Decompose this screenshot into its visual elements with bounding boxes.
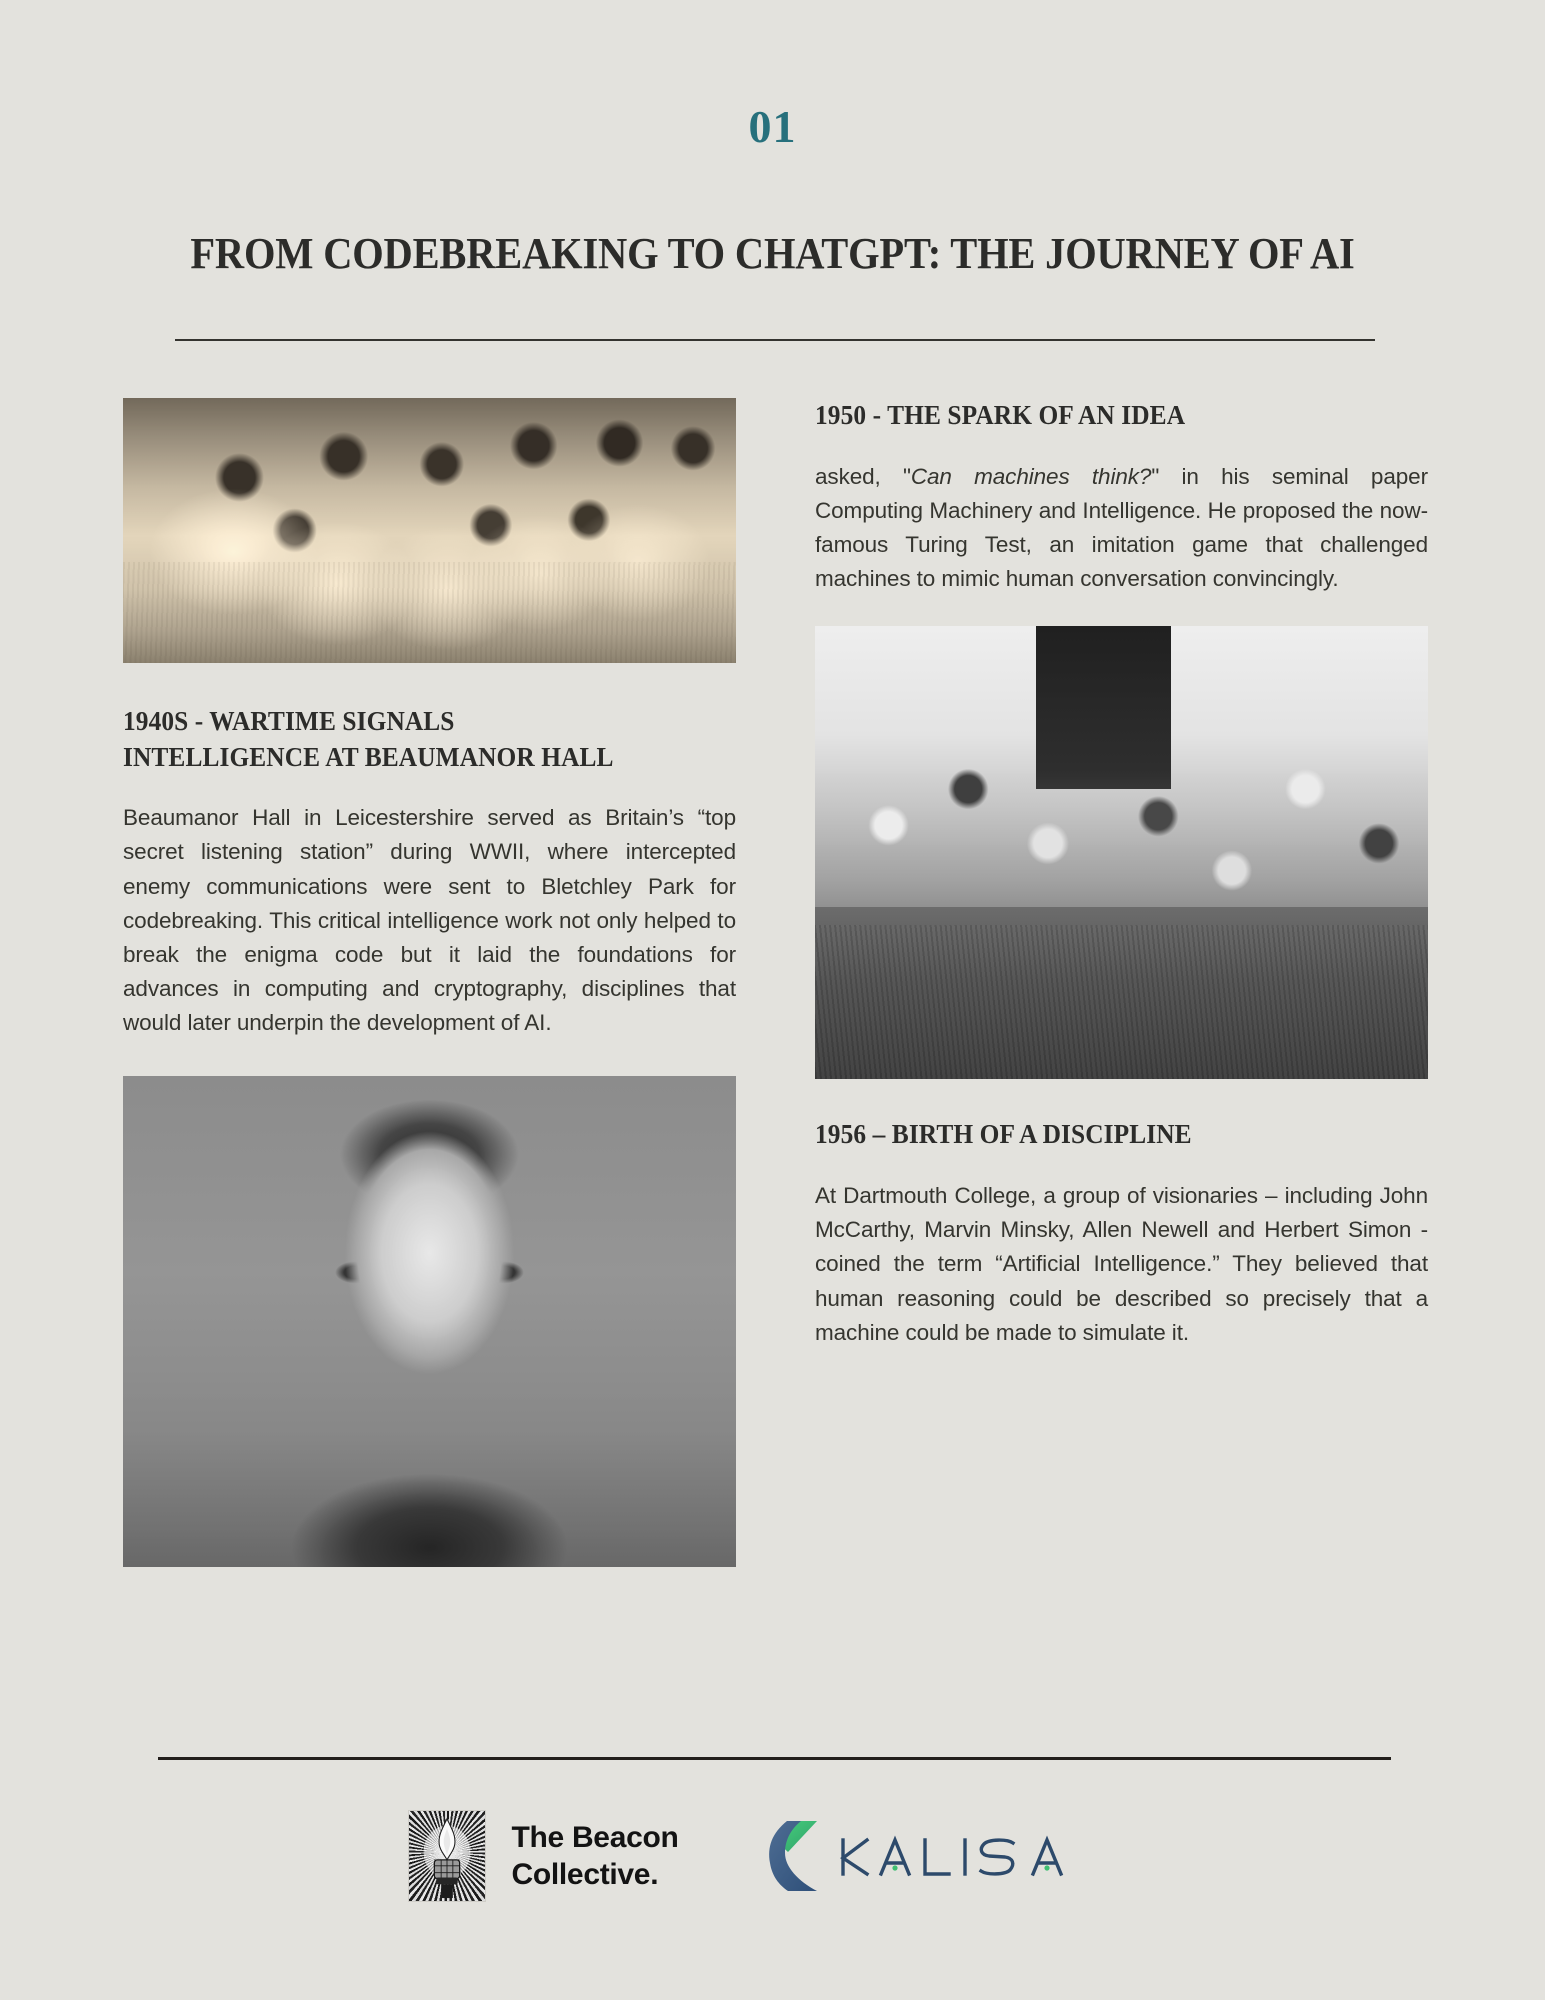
footer-logos: [0, 1810, 1545, 1902]
beaumanor-body: Beaumanor Hall in Leicestershire served as Britain’s “top secret listening station” during WWII, where intercepted enemy communications were sent to Bletchley Park for codebreaking. This critical intelligence work not only helped to break the enigma code but it laid the foundations for advances in computing and cryptography, disciplines that would later underpin the development of AI.: [123, 805, 736, 1036]
dartmouth-conference-photo: [815, 626, 1428, 1079]
spark-body-lead: asked, ": [815, 463, 911, 489]
alan-turing-portrait: [123, 1076, 736, 1567]
header-divider: [175, 339, 1375, 341]
footer-divider: [158, 1757, 1391, 1760]
spark-body-rest: " in his seminal paper Computing Machinery and Intelligence. He proposed the now-famous Turing Test, an imitation game that challenged machines to mimic human conversation convincingly.: [815, 463, 1428, 592]
beaumanor-heading-line-1: 1940S - WARTIME SIGNALS: [123, 706, 455, 736]
discipline-heading: 1956 – BIRTH OF A DISCIPLINE: [815, 1119, 1192, 1150]
spark-heading: 1950 - THE SPARK OF AN IDEA: [815, 400, 1186, 430]
torch-icon: [408, 1810, 486, 1902]
dartmouth-conference-photo-alt: [815, 626, 816, 627]
page-title: FROM CODEBREAKING TO CHATGPT: THE JOURNEY OF AI: [190, 229, 1355, 278]
section-number: 01: [748, 101, 797, 152]
beacon-wordmark-line-1: The Beacon: [511, 1820, 679, 1854]
spark-body-quote: Can machines think?: [910, 463, 1152, 489]
kalisa-logo: [765, 1819, 1137, 1893]
discipline-body: At Dartmouth College, a group of visionaries – including John McCarthy, Marvin Minsky, Allen Newell and Herbert Simon - coined the term “Artificial Intelligence.” They believed that human reasoning could be described so precisely that a machine could be made to simulate it.: [815, 1183, 1428, 1345]
wartime-women-photo: [123, 398, 736, 663]
beacon-wordmark-line-2: Collective.: [511, 1858, 659, 1891]
wartime-women-photo-alt: [123, 398, 124, 399]
beacon-wordmark: [511, 1819, 678, 1893]
beacon-collective-logo: [408, 1810, 678, 1902]
kalisa-k-icon: [765, 1819, 819, 1893]
left-column: [123, 398, 736, 1567]
beaumanor-heading-line-2: INTELLIGENCE AT BEAUMANOR HALL: [123, 741, 614, 772]
beaumanor-heading: [123, 704, 699, 775]
spark-body: [815, 460, 1428, 597]
right-column: [815, 398, 1428, 1350]
kalisa-wordmark: [837, 1830, 1137, 1882]
alan-turing-portrait-alt: [123, 1076, 124, 1077]
